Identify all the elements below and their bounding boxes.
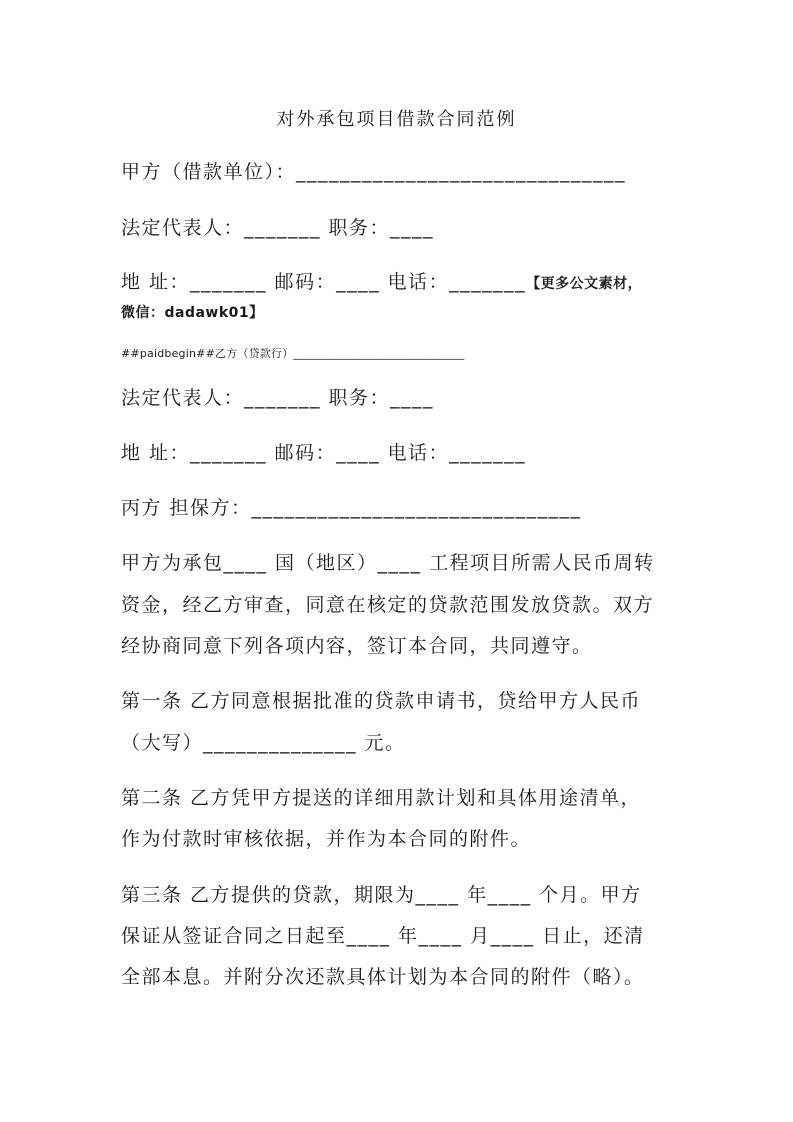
party-a-representative-line: 法定代表人：_______ 职务：____	[121, 217, 435, 239]
party-b-representative-line: 法定代表人：_______ 职务：____	[121, 387, 435, 409]
party-a-address-line	[121, 273, 642, 292]
article-1-line-2: （大写）______________ 元。	[121, 732, 406, 754]
party-c-line: 丙方 担保方：______________________________	[121, 497, 582, 519]
article-2-line-1: 第二条 乙方凭甲方提送的详细用款计划和具体用途清单，	[121, 787, 642, 809]
article-3-line-1: 第三条 乙方提供的贷款，期限为____ 年____ 个月。甲方	[121, 884, 642, 906]
promo-line-2: 微信：dadawk01】	[121, 305, 264, 321]
article-3-line-3: 全部本息。并附分次还款具体计划为本合同的附件（略）。	[121, 966, 645, 988]
party-b-line: ##paidbegin##乙方（贷款行）______________________________	[121, 347, 465, 360]
intro-line-2: 资金，经乙方审查，同意在核定的贷款范围发放贷款。双方	[121, 594, 655, 616]
article-2-line-2: 作为付款时审核依据，并作为本合同的附件。	[121, 828, 532, 850]
article-3-line-2: 保证从签证合同之日起至____ 年____ 月____ 日止，还清	[121, 925, 645, 947]
party-a-line: 甲方（借款单位）：______________________________	[121, 161, 627, 183]
document-title: 对外承包项目借款合同范例	[276, 109, 517, 130]
promo-text-1: 【更多公文素材，	[526, 276, 643, 292]
party-b-address-line: 地 址：_______ 邮码：____ 电话：_______	[121, 442, 527, 464]
article-1-line-1: 第一条 乙方同意根据批准的贷款申请书，贷给甲方人民币	[121, 690, 642, 712]
party-a-address-text: 地 址：_______ 邮码：____ 电话：_______	[121, 271, 527, 293]
intro-line-1: 甲方为承包____ 国（地区）____ 工程项目所需人民币周转	[121, 552, 655, 574]
intro-line-3: 经协商同意下列各项内容，签订本合同，共同遵守。	[121, 635, 593, 657]
